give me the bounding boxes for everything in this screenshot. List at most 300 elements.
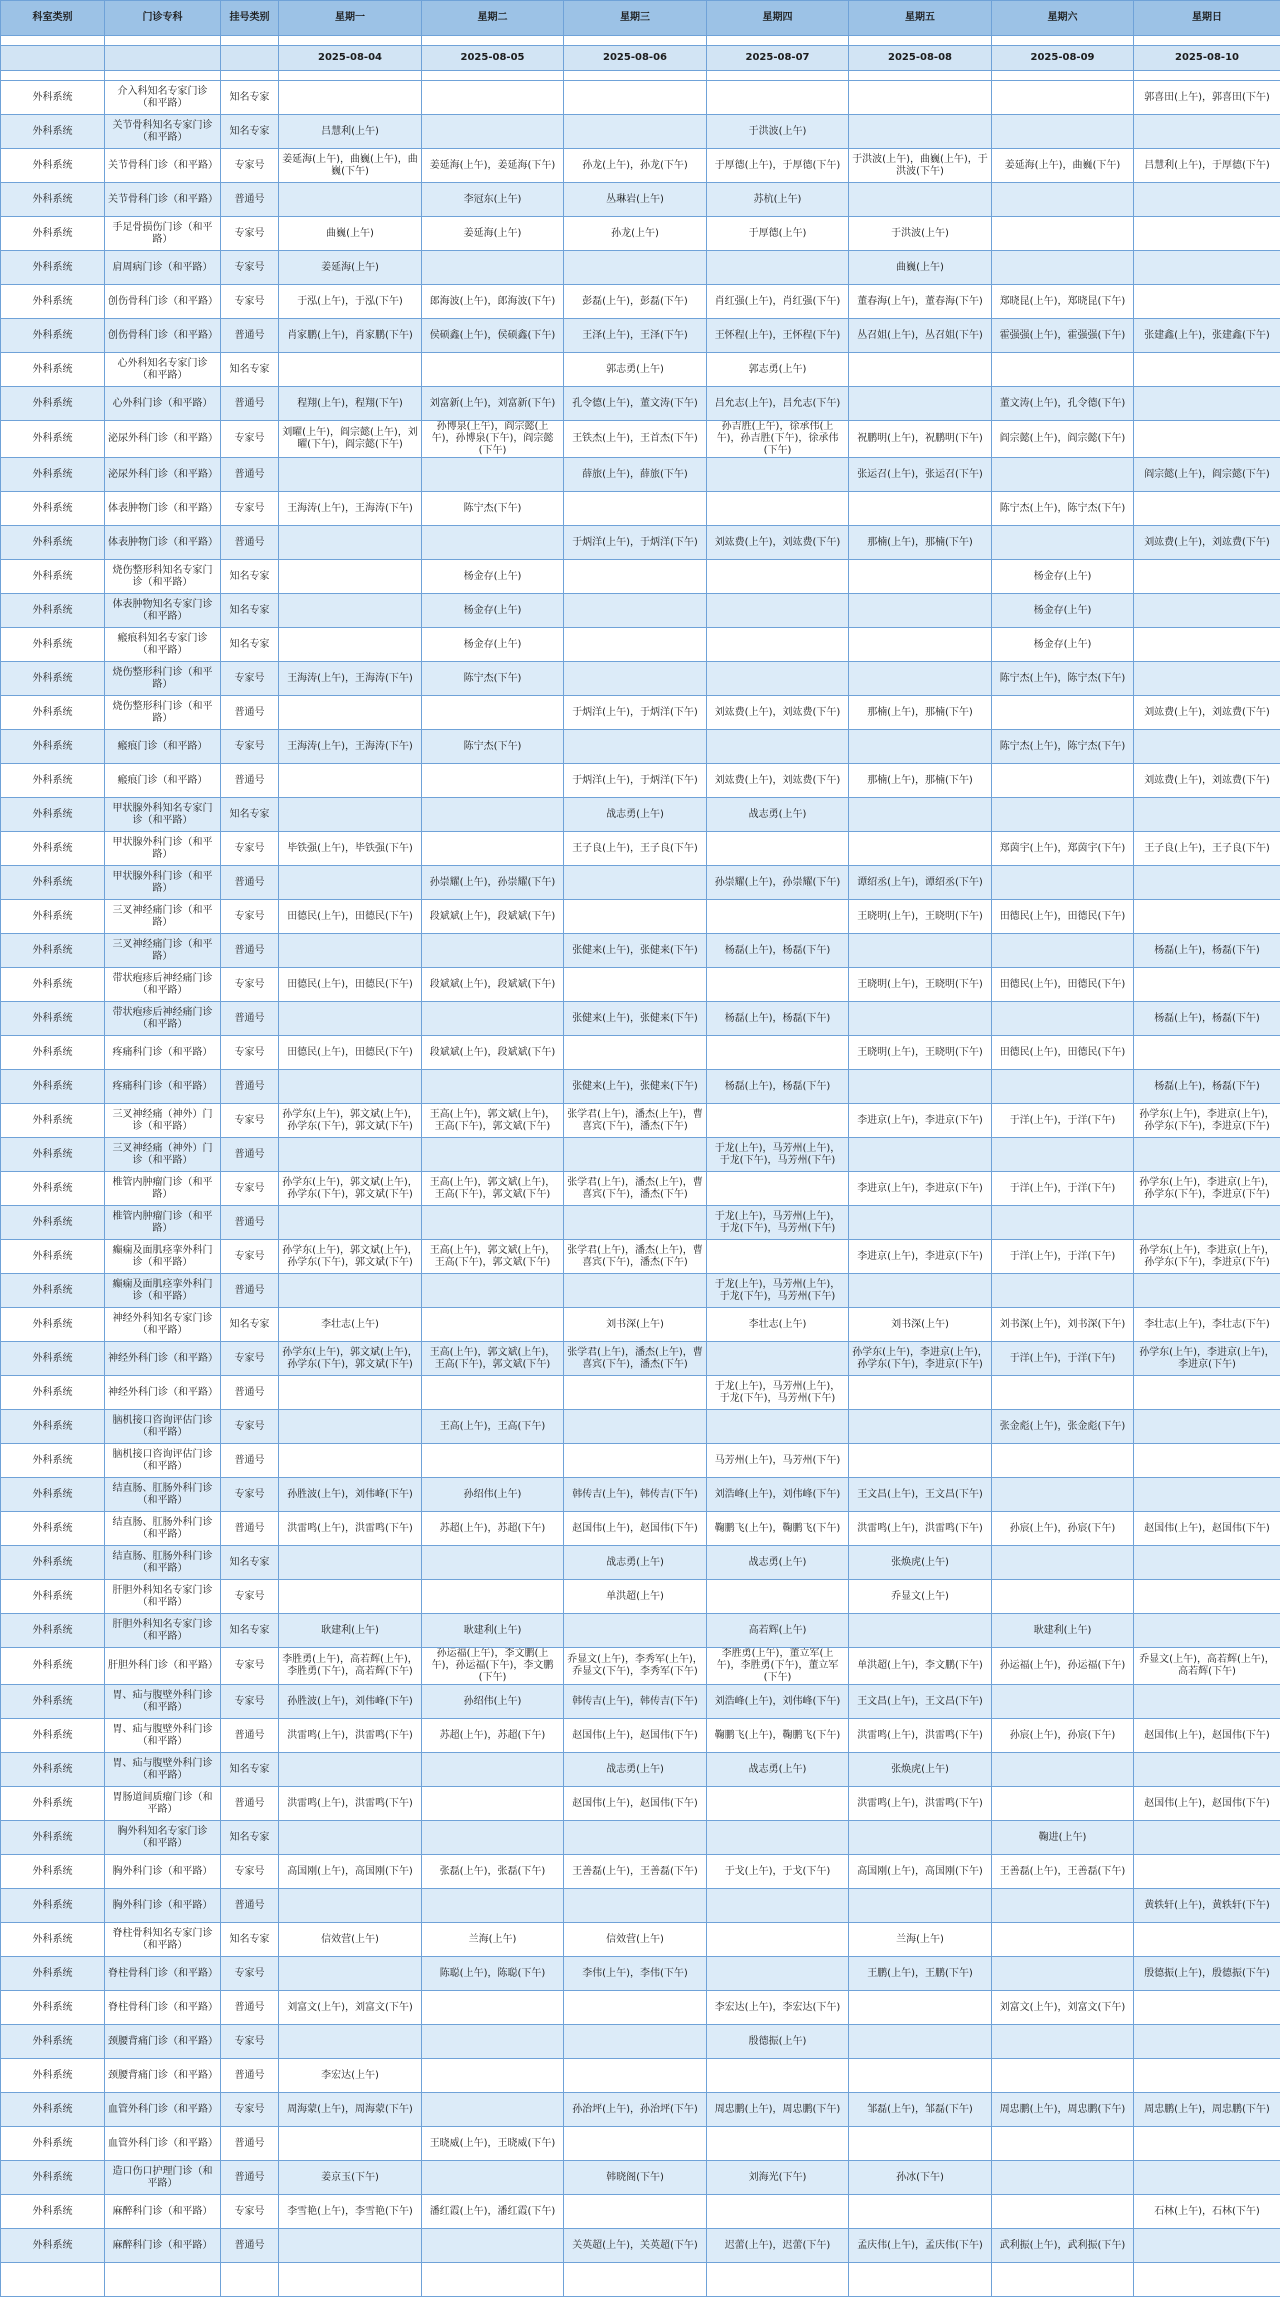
thursday-doctors-cell: 郭志勇(上午) xyxy=(707,353,849,387)
sunday-doctors-cell: 孙学东(上午)，李进京(上午)，孙学东(下午)，李进京(下午) xyxy=(1134,1172,1280,1206)
sunday-doctors-cell xyxy=(1134,1274,1280,1308)
clinic-name-cell: 三叉神经痛（神外）门诊（和平路） xyxy=(105,1138,221,1172)
wednesday-doctors-cell xyxy=(564,1444,707,1478)
tuesday-doctors-cell: 刘富新(上午)，刘富新(下午) xyxy=(422,387,564,421)
department-category-cell: 外科系统 xyxy=(1,1172,105,1206)
friday-doctors-cell: 曲巍(上午) xyxy=(849,251,992,285)
tuesday-doctors-cell xyxy=(422,526,564,560)
sunday-doctors-cell xyxy=(1134,115,1280,149)
tuesday-doctors-cell: 杨金存(上午) xyxy=(422,628,564,662)
department-category-cell: 外科系统 xyxy=(1,628,105,662)
thursday-doctors-cell: 马芳州(上午)，马芳州(下午) xyxy=(707,1444,849,1478)
registration-type-cell: 专家号 xyxy=(221,662,279,696)
department-category-cell: 外科系统 xyxy=(1,1855,105,1889)
table-row xyxy=(1,2161,1280,2195)
friday-doctors-cell xyxy=(849,1444,992,1478)
wednesday-doctors-cell: 乔显文(上午)，李秀军(上午)，乔显文(下午)，李秀军(下午) xyxy=(564,1648,707,1685)
wednesday-doctors-cell: 单洪超(上午) xyxy=(564,1580,707,1614)
table-row xyxy=(1,1580,1280,1614)
thursday-doctors-cell xyxy=(707,1240,849,1274)
table-row xyxy=(1,81,1280,115)
table-row xyxy=(1,1308,1280,1342)
wednesday-doctors-cell: 王泽(上午)，王泽(下午) xyxy=(564,319,707,353)
saturday-doctors-cell xyxy=(992,1753,1134,1787)
tuesday-doctors-cell xyxy=(422,1308,564,1342)
registration-type-cell: 普通号 xyxy=(221,526,279,560)
saturday-doctors-cell: 孙宸(上午)，孙宸(下午) xyxy=(992,1719,1134,1753)
friday-doctors-cell: 张焕虎(上午) xyxy=(849,1753,992,1787)
wednesday-doctors-cell: 王善磊(上午)，王善磊(下午) xyxy=(564,1855,707,1889)
department-category-cell: 外科系统 xyxy=(1,730,105,764)
registration-type-cell: 专家号 xyxy=(221,2025,279,2059)
thursday-doctors-cell: 殷德振(上午) xyxy=(707,2025,849,2059)
tuesday-doctors-cell: 姜延海(上午)，姜延海(下午) xyxy=(422,149,564,183)
monday-doctors-cell: 高国刚(上午)，高国刚(下午) xyxy=(279,1855,422,1889)
thursday-doctors-cell xyxy=(707,2195,849,2229)
clinic-name-cell: 心外科知名专家门诊（和平路） xyxy=(105,353,221,387)
table-row xyxy=(1,866,1280,900)
registration-type-cell: 专家号 xyxy=(221,2195,279,2229)
sunday-doctors-cell xyxy=(1134,866,1280,900)
thursday-doctors-cell xyxy=(707,1580,849,1614)
department-category-cell: 外科系统 xyxy=(1,1787,105,1821)
clinic-name-cell: 烧伤整形科门诊（和平路） xyxy=(105,662,221,696)
wednesday-doctors-cell xyxy=(564,492,707,526)
sunday-doctors-cell xyxy=(1134,1376,1280,1410)
monday-doctors-cell xyxy=(279,934,422,968)
department-category-cell: 外科系统 xyxy=(1,1957,105,1991)
registration-type-cell: 专家号 xyxy=(221,251,279,285)
registration-type-cell: 专家号 xyxy=(221,2093,279,2127)
clinic-name-cell: 烧伤整形科门诊（和平路） xyxy=(105,696,221,730)
department-category-cell: 外科系统 xyxy=(1,217,105,251)
header-spacer-row xyxy=(1,71,1280,81)
wednesday-doctors-cell: 王铁杰(上午)，王首杰(下午) xyxy=(564,421,707,458)
registration-type-cell: 普通号 xyxy=(221,1719,279,1753)
column-header-thursday: 星期四 xyxy=(707,1,849,36)
sunday-doctors-cell: 刘竑费(上午)，刘竑费(下午) xyxy=(1134,526,1280,560)
tuesday-doctors-cell: 王高(上午)，郭文斌(上午)，王高(下午)，郭文斌(下午) xyxy=(422,1240,564,1274)
clinic-name-cell: 瘢痕门诊（和平路） xyxy=(105,764,221,798)
wednesday-doctors-cell xyxy=(564,628,707,662)
monday-doctors-cell: 李雪艳(上午)，李雪艳(下午) xyxy=(279,2195,422,2229)
date-tuesday: 2025-08-05 xyxy=(422,46,564,71)
department-category-cell: 外科系统 xyxy=(1,285,105,319)
saturday-doctors-cell xyxy=(992,1957,1134,1991)
thursday-doctors-cell: 刘浩峰(上午)，刘伟峰(下午) xyxy=(707,1478,849,1512)
friday-doctors-cell: 王晓明(上午)，王晓明(下午) xyxy=(849,1036,992,1070)
registration-type-cell: 知名专家 xyxy=(221,353,279,387)
friday-doctors-cell: 孙学东(上午)，李进京(上午)，孙学东(下午)，李进京(下午) xyxy=(849,1342,992,1376)
registration-type-cell: 专家号 xyxy=(221,1240,279,1274)
schedule-body xyxy=(1,81,1280,2297)
sunday-doctors-cell xyxy=(1134,628,1280,662)
monday-doctors-cell xyxy=(279,866,422,900)
table-row xyxy=(1,1274,1280,1308)
clinic-name-cell: 带状疱疹后神经痛门诊（和平路） xyxy=(105,1002,221,1036)
wednesday-doctors-cell xyxy=(564,2127,707,2161)
clinic-name-cell: 三叉神经痛门诊（和平路） xyxy=(105,934,221,968)
clinic-name-cell: 胃、疝与腹壁外科门诊（和平路） xyxy=(105,1753,221,1787)
sunday-doctors-cell: 杨磊(上午)，杨磊(下午) xyxy=(1134,1002,1280,1036)
registration-type-cell: 普通号 xyxy=(221,1512,279,1546)
department-category-cell: 外科系统 xyxy=(1,1376,105,1410)
monday-doctors-cell xyxy=(279,764,422,798)
monday-doctors-cell xyxy=(279,628,422,662)
table-row xyxy=(1,1787,1280,1821)
table-row xyxy=(1,285,1280,319)
friday-doctors-cell: 洪雷鸣(上午)，洪雷鸣(下午) xyxy=(849,1787,992,1821)
clinic-name-cell: 甲状腺外科门诊（和平路） xyxy=(105,832,221,866)
monday-doctors-cell xyxy=(279,1206,422,1240)
clinic-name-cell: 神经外科知名专家门诊（和平路） xyxy=(105,1308,221,1342)
sunday-doctors-cell xyxy=(1134,251,1280,285)
table-row xyxy=(1,458,1280,492)
sunday-doctors-cell: 刘竑费(上午)，刘竑费(下午) xyxy=(1134,696,1280,730)
monday-doctors-cell xyxy=(279,1889,422,1923)
clinic-name-cell: 创伤骨科门诊（和平路） xyxy=(105,319,221,353)
table-row xyxy=(1,1753,1280,1787)
wednesday-doctors-cell: 韩传吉(上午)，韩传吉(下午) xyxy=(564,1685,707,1719)
clinic-name-cell: 体表肿物门诊（和平路） xyxy=(105,526,221,560)
table-row xyxy=(1,1240,1280,1274)
wednesday-doctors-cell: 战志勇(上午) xyxy=(564,1753,707,1787)
clinic-name-cell: 疼痛科门诊（和平路） xyxy=(105,1036,221,1070)
friday-doctors-cell: 兰海(上午) xyxy=(849,1923,992,1957)
department-category-cell: 外科系统 xyxy=(1,1685,105,1719)
clinic-name-cell: 关节骨科门诊（和平路） xyxy=(105,149,221,183)
thursday-doctors-cell: 于厚德(上午) xyxy=(707,217,849,251)
department-category-cell: 外科系统 xyxy=(1,934,105,968)
wednesday-doctors-cell: 张学君(上午)，潘杰(上午)，曹喜宾(下午)，潘杰(下午) xyxy=(564,1342,707,1376)
friday-doctors-cell: 洪雷鸣(上午)，洪雷鸣(下午) xyxy=(849,1719,992,1753)
friday-doctors-cell xyxy=(849,2059,992,2093)
wednesday-doctors-cell xyxy=(564,1614,707,1648)
monday-doctors-cell: 王海涛(上午)，王海涛(下午) xyxy=(279,492,422,526)
clinic-name-cell: 泌尿外科门诊（和平路） xyxy=(105,458,221,492)
thursday-doctors-cell: 战志勇(上午) xyxy=(707,1546,849,1580)
clinic-name-cell: 泌尿外科门诊（和平路） xyxy=(105,421,221,458)
table-row xyxy=(1,1889,1280,1923)
monday-doctors-cell: 肖家鹏(上午)，肖家鹏(下午) xyxy=(279,319,422,353)
tuesday-doctors-cell: 耿建利(上午) xyxy=(422,1614,564,1648)
thursday-doctors-cell: 高若辉(上午) xyxy=(707,1614,849,1648)
table-row xyxy=(1,1821,1280,1855)
department-category-cell: 外科系统 xyxy=(1,2229,105,2263)
tuesday-doctors-cell xyxy=(422,458,564,492)
monday-doctors-cell: 孙学东(上午)，郭文斌(上午)，孙学东(下午)，郭文斌(下午) xyxy=(279,1342,422,1376)
friday-doctors-cell xyxy=(849,1138,992,1172)
friday-doctors-cell xyxy=(849,662,992,696)
saturday-doctors-cell: 张金彪(上午)，张金彪(下午) xyxy=(992,1410,1134,1444)
saturday-doctors-cell xyxy=(992,526,1134,560)
sunday-doctors-cell xyxy=(1134,492,1280,526)
thursday-doctors-cell: 李胜勇(上午)，董立军(上午)，李胜勇(下午)，董立军(下午) xyxy=(707,1648,849,1685)
table-row xyxy=(1,1546,1280,1580)
friday-doctors-cell: 王晓明(上午)，王晓明(下午) xyxy=(849,968,992,1002)
clinic-name-cell: 神经外科门诊（和平路） xyxy=(105,1342,221,1376)
department-category-cell: 外科系统 xyxy=(1,968,105,1002)
table-row xyxy=(1,628,1280,662)
tuesday-doctors-cell xyxy=(422,1753,564,1787)
tuesday-doctors-cell: 孙崇耀(上午)，孙崇耀(下午) xyxy=(422,866,564,900)
friday-doctors-cell xyxy=(849,492,992,526)
friday-doctors-cell: 高国刚(上午)，高国刚(下午) xyxy=(849,1855,992,1889)
date-wednesday: 2025-08-06 xyxy=(564,46,707,71)
clinic-name-cell: 瘢痕门诊（和平路） xyxy=(105,730,221,764)
wednesday-doctors-cell: 张健来(上午)，张健来(下午) xyxy=(564,1070,707,1104)
table-row xyxy=(1,217,1280,251)
sunday-doctors-cell xyxy=(1134,900,1280,934)
friday-doctors-cell: 邹磊(上午)，邹磊(下午) xyxy=(849,2093,992,2127)
wednesday-doctors-cell xyxy=(564,2025,707,2059)
thursday-doctors-cell: 迟蕾(上午)，迟蕾(下午) xyxy=(707,2229,849,2263)
wednesday-doctors-cell: 韩传吉(上午)，韩传吉(下午) xyxy=(564,1478,707,1512)
wednesday-doctors-cell xyxy=(564,1410,707,1444)
clinic-name-cell: 脊柱骨科门诊（和平路） xyxy=(105,1957,221,1991)
sunday-doctors-cell: 赵国伟(上午)，赵国伟(下午) xyxy=(1134,1719,1280,1753)
department-category-cell: 外科系统 xyxy=(1,319,105,353)
tuesday-doctors-cell xyxy=(422,2059,564,2093)
thursday-doctors-cell: 于龙(上午)，马芳州(上午)，于龙(下午)，马芳州(下午) xyxy=(707,1376,849,1410)
saturday-doctors-cell: 于洋(上午)，于洋(下午) xyxy=(992,1240,1134,1274)
wednesday-doctors-cell xyxy=(564,968,707,1002)
table-row xyxy=(1,1991,1280,2025)
registration-type-cell: 专家号 xyxy=(221,421,279,458)
saturday-doctors-cell xyxy=(992,251,1134,285)
sunday-doctors-cell: 孙学东(上午)，李进京(上午)，孙学东(下午)，李进京(下午) xyxy=(1134,1240,1280,1274)
tuesday-doctors-cell: 王高(上午)，郭文斌(上午)，王高(下午)，郭文斌(下午) xyxy=(422,1342,564,1376)
saturday-doctors-cell: 田德民(上午)，田德民(下午) xyxy=(992,968,1134,1002)
registration-type-cell: 知名专家 xyxy=(221,594,279,628)
date-saturday: 2025-08-09 xyxy=(992,46,1134,71)
saturday-doctors-cell: 田德民(上午)，田德民(下午) xyxy=(992,1036,1134,1070)
friday-doctors-cell: 祝鹏明(上午)，祝鹏明(下午) xyxy=(849,421,992,458)
table-row xyxy=(1,594,1280,628)
thursday-doctors-cell: 鞠鹏飞(上午)，鞠鹏飞(下午) xyxy=(707,1512,849,1546)
thursday-doctors-cell xyxy=(707,251,849,285)
registration-type-cell: 专家号 xyxy=(221,492,279,526)
saturday-doctors-cell xyxy=(992,183,1134,217)
table-row xyxy=(1,1376,1280,1410)
friday-doctors-cell: 王晓明(上午)，王晓明(下午) xyxy=(849,900,992,934)
table-row xyxy=(1,526,1280,560)
thursday-doctors-cell: 苏杭(上午) xyxy=(707,183,849,217)
saturday-doctors-cell xyxy=(992,934,1134,968)
saturday-doctors-cell xyxy=(992,798,1134,832)
wednesday-doctors-cell: 薛旅(上午)，薛旅(下午) xyxy=(564,458,707,492)
sunday-doctors-cell xyxy=(1134,2059,1280,2093)
department-category-cell: 外科系统 xyxy=(1,1512,105,1546)
thursday-doctors-cell xyxy=(707,832,849,866)
wednesday-doctors-cell: 赵国伟(上午)，赵国伟(下午) xyxy=(564,1512,707,1546)
clinic-name-cell: 三叉神经痛门诊（和平路） xyxy=(105,900,221,934)
wednesday-doctors-cell xyxy=(564,560,707,594)
saturday-doctors-cell xyxy=(992,353,1134,387)
monday-doctors-cell xyxy=(279,1444,422,1478)
registration-type-cell: 普通号 xyxy=(221,1002,279,1036)
clinic-name-cell: 血管外科门诊（和平路） xyxy=(105,2127,221,2161)
friday-doctors-cell xyxy=(849,934,992,968)
saturday-doctors-cell: 郑茵宇(上午)，郑茵宇(下午) xyxy=(992,832,1134,866)
monday-doctors-cell xyxy=(279,1002,422,1036)
department-category-cell: 外科系统 xyxy=(1,798,105,832)
monday-doctors-cell: 刘富文(上午)，刘富文(下午) xyxy=(279,1991,422,2025)
table-row xyxy=(1,1614,1280,1648)
sunday-doctors-cell: 孙学东(上午)，李进京(上午)，孙学东(下午)，李进京(下午) xyxy=(1134,1104,1280,1138)
monday-doctors-cell xyxy=(279,458,422,492)
table-row xyxy=(1,764,1280,798)
department-category-cell: 外科系统 xyxy=(1,1206,105,1240)
friday-doctors-cell: 那楠(上午)，那楠(下午) xyxy=(849,526,992,560)
sunday-doctors-cell: 周忠鹏(上午)，周忠鹏(下午) xyxy=(1134,2093,1280,2127)
sunday-doctors-cell xyxy=(1134,1580,1280,1614)
thursday-doctors-cell: 战志勇(上午) xyxy=(707,798,849,832)
tuesday-doctors-cell xyxy=(422,1002,564,1036)
monday-doctors-cell xyxy=(279,1821,422,1855)
department-category-cell: 外科系统 xyxy=(1,2025,105,2059)
column-header-sunday: 星期日 xyxy=(1134,1,1280,36)
thursday-doctors-cell: 鞠鹏飞(上午)，鞠鹏飞(下午) xyxy=(707,1719,849,1753)
clinic-name-cell: 胃、疝与腹壁外科门诊（和平路） xyxy=(105,1719,221,1753)
department-category-cell: 外科系统 xyxy=(1,2127,105,2161)
wednesday-doctors-cell xyxy=(564,900,707,934)
clinic-name-cell: 脊柱骨科门诊（和平路） xyxy=(105,1991,221,2025)
registration-type-cell: 普通号 xyxy=(221,764,279,798)
table-row xyxy=(1,1002,1280,1036)
registration-type-cell: 专家号 xyxy=(221,900,279,934)
department-category-cell: 外科系统 xyxy=(1,1240,105,1274)
saturday-doctors-cell xyxy=(992,2025,1134,2059)
wednesday-doctors-cell xyxy=(564,1376,707,1410)
registration-type-cell: 知名专家 xyxy=(221,1821,279,1855)
wednesday-doctors-cell xyxy=(564,1036,707,1070)
registration-type-cell: 知名专家 xyxy=(221,1308,279,1342)
friday-doctors-cell xyxy=(849,730,992,764)
saturday-doctors-cell xyxy=(992,217,1134,251)
monday-doctors-cell: 姜京玉(下午) xyxy=(279,2161,422,2195)
clinic-name-cell: 甲状腺外科知名专家门诊（和平路） xyxy=(105,798,221,832)
clinic-name-cell: 胸外科知名专家门诊（和平路） xyxy=(105,1821,221,1855)
sunday-doctors-cell xyxy=(1134,217,1280,251)
friday-doctors-cell xyxy=(849,1614,992,1648)
department-category-cell: 外科系统 xyxy=(1,2093,105,2127)
monday-doctors-cell xyxy=(279,1274,422,1308)
saturday-doctors-cell: 陈宁杰(上午)，陈宁杰(下午) xyxy=(992,662,1134,696)
tuesday-doctors-cell xyxy=(422,251,564,285)
wednesday-doctors-cell: 孙治坪(上午)，孙治坪(下午) xyxy=(564,2093,707,2127)
monday-doctors-cell xyxy=(279,1410,422,1444)
department-category-cell: 外科系统 xyxy=(1,1274,105,1308)
saturday-doctors-cell: 阎宗懿(上午)，阎宗懿(下午) xyxy=(992,421,1134,458)
wednesday-doctors-cell: 孙龙(上午)，孙龙(下午) xyxy=(564,149,707,183)
clinic-name-cell: 造口伤口护理门诊（和平路） xyxy=(105,2161,221,2195)
registration-type-cell: 普通号 xyxy=(221,934,279,968)
sunday-doctors-cell: 杨磊(上午)，杨磊(下午) xyxy=(1134,934,1280,968)
saturday-doctors-cell xyxy=(992,115,1134,149)
tuesday-doctors-cell: 王高(上午)，郭文斌(上午)，王高(下午)，郭文斌(下午) xyxy=(422,1172,564,1206)
clinic-name-cell: 胸外科门诊（和平路） xyxy=(105,1855,221,1889)
thursday-doctors-cell: 刘竑费(上午)，刘竑费(下午) xyxy=(707,696,849,730)
friday-doctors-cell xyxy=(849,387,992,421)
saturday-doctors-cell xyxy=(992,1580,1134,1614)
friday-doctors-cell: 乔显文(上午) xyxy=(849,1580,992,1614)
sunday-doctors-cell: 张建鑫(上午)，张建鑫(下午) xyxy=(1134,319,1280,353)
saturday-doctors-cell: 周忠鹏(上午)，周忠鹏(下午) xyxy=(992,2093,1134,2127)
tuesday-doctors-cell: 苏超(上午)，苏超(下午) xyxy=(422,1512,564,1546)
thursday-doctors-cell xyxy=(707,492,849,526)
column-header-friday: 星期五 xyxy=(849,1,992,36)
clinic-name-cell: 结直肠、肛肠外科门诊（和平路） xyxy=(105,1478,221,1512)
tuesday-doctors-cell: 侯硕鑫(上午)，侯硕鑫(下午) xyxy=(422,319,564,353)
wednesday-doctors-cell: 赵国伟(上午)，赵国伟(下午) xyxy=(564,1787,707,1821)
tuesday-doctors-cell xyxy=(422,832,564,866)
thursday-doctors-cell xyxy=(707,594,849,628)
monday-doctors-cell: 毕铁强(上午)，毕铁强(下午) xyxy=(279,832,422,866)
saturday-doctors-cell xyxy=(992,1070,1134,1104)
clinic-name-cell: 关节骨科门诊（和平路） xyxy=(105,183,221,217)
table-row xyxy=(1,2229,1280,2263)
clinic-name-cell: 脑机接口咨询评估门诊（和平路） xyxy=(105,1444,221,1478)
thursday-doctors-cell xyxy=(707,1787,849,1821)
monday-doctors-cell xyxy=(279,1580,422,1614)
table-row xyxy=(1,492,1280,526)
clinic-name-cell: 关节骨科知名专家门诊（和平路） xyxy=(105,115,221,149)
monday-doctors-cell xyxy=(279,696,422,730)
thursday-doctors-cell: 杨磊(上午)，杨磊(下午) xyxy=(707,1002,849,1036)
monday-doctors-cell xyxy=(279,2025,422,2059)
monday-doctors-cell xyxy=(279,183,422,217)
department-category-cell: 外科系统 xyxy=(1,1036,105,1070)
date-row xyxy=(1,46,1280,71)
table-row xyxy=(1,1138,1280,1172)
friday-doctors-cell: 李进京(上午)，李进京(下午) xyxy=(849,1172,992,1206)
sunday-doctors-cell xyxy=(1134,1614,1280,1648)
monday-doctors-cell xyxy=(279,353,422,387)
registration-type-cell: 专家号 xyxy=(221,1036,279,1070)
table-row xyxy=(1,662,1280,696)
registration-type-cell: 专家号 xyxy=(221,1478,279,1512)
department-category-cell: 外科系统 xyxy=(1,458,105,492)
department-category-cell: 外科系统 xyxy=(1,2161,105,2195)
friday-doctors-cell xyxy=(849,1002,992,1036)
department-category-cell: 外科系统 xyxy=(1,696,105,730)
monday-doctors-cell: 姜延海(上午) xyxy=(279,251,422,285)
saturday-doctors-cell xyxy=(992,764,1134,798)
thursday-doctors-cell: 周忠鹏(上午)，周忠鹏(下午) xyxy=(707,2093,849,2127)
table-row xyxy=(1,1855,1280,1889)
monday-doctors-cell: 田德民(上午)，田德民(下午) xyxy=(279,968,422,1002)
sunday-doctors-cell xyxy=(1134,968,1280,1002)
sunday-doctors-cell xyxy=(1134,1444,1280,1478)
thursday-doctors-cell: 于龙(上午)，马芳州(上午)，于龙(下午)，马芳州(下午) xyxy=(707,1138,849,1172)
monday-doctors-cell: 于泓(上午)，于泓(下午) xyxy=(279,285,422,319)
tuesday-doctors-cell: 孙绍伟(上午) xyxy=(422,1478,564,1512)
table-row xyxy=(1,798,1280,832)
friday-doctors-cell: 张运召(上午)，张运召(下午) xyxy=(849,458,992,492)
wednesday-doctors-cell: 关英超(上午)，关英超(下午) xyxy=(564,2229,707,2263)
clinic-name-cell: 胃、疝与腹壁外科门诊（和平路） xyxy=(105,1685,221,1719)
friday-doctors-cell xyxy=(849,1070,992,1104)
sunday-doctors-cell xyxy=(1134,2127,1280,2161)
tuesday-doctors-cell: 孙绍伟(上午) xyxy=(422,1685,564,1719)
sunday-doctors-cell xyxy=(1134,1206,1280,1240)
registration-type-cell: 普通号 xyxy=(221,183,279,217)
tuesday-doctors-cell: 李冠东(上午) xyxy=(422,183,564,217)
tuesday-doctors-cell xyxy=(422,764,564,798)
sunday-doctors-cell xyxy=(1134,1410,1280,1444)
monday-doctors-cell: 孙学东(上午)，郭文斌(上午)，孙学东(下午)，郭文斌(下午) xyxy=(279,1240,422,1274)
